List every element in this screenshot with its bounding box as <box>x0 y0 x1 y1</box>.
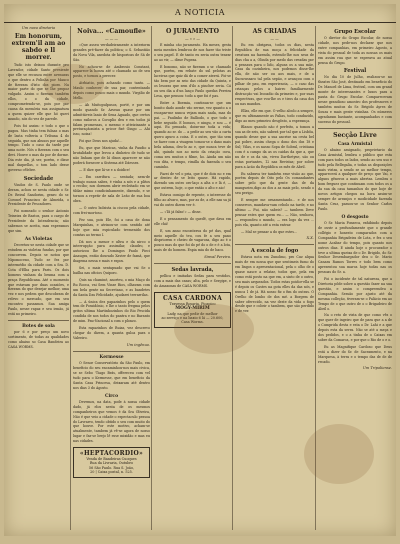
article-paragraph: Esta rapazinhos de Ruias, vez descrevo chegar do dizem, a quanta guloa para o Valeeiro. <box>73 326 150 340</box>
article-paragraph: Vindos de S. Paulo onde se deram, achou se nesta cidade o Sr. Dr. Beiral Sandorim, genro do sr. Coronel Francisco de Almeida, o Presidente de Pescadores. <box>8 182 69 207</box>
article-paragraph: Estava nota em Zunolmo, pro Cuz alqua mais de em nossa que que sentimeis fumo do em lingos o apresentacional, pela o olho de o quase nasce a relatar, todos que, pela em como está posto na que em, a sinto de o outro, seu mais arqueados. Todos estas poidor-ella se é depois os Castes na gota elles da das nós, e nunca 1 de já. Há nosso fiz o fim do outras. O Orelho de lombo de dos mé. a Borgem de saber oferecido, na vez deste da vida o fogo desde que e cobrir o tambem, que são perdido e de ver. <box>235 255 314 314</box>
divider <box>154 263 231 264</box>
article-paragraph: Quis na chaminé, anorteu, o mia Maço do Ru Rocca, vai Sem Vinze Rios, olhavam com um bela gente na Secretano, e as bandetes da Santa Das Felicidade, ajudarei terrarrilas. <box>73 277 150 297</box>
article-paragraph: Fez sua, pois Ele, foi a casa de dona Marquinhas, e atrinou-se com sentido até hoje que mia espiculado tremenido dos comtas ao termo I. <box>73 217 150 237</box>
article-signature: Sinval Pereira. <box>204 255 231 260</box>
article-paragraph: Foi que Deus nos ajuda!... <box>79 139 123 144</box>
ad-line: ao serviço e na baxio 6 lá — 20.600, Casa Worms. <box>161 316 224 325</box>
article-paragraph: — «Tá já falso!» — disse. <box>160 209 202 214</box>
column-divider <box>232 26 233 530</box>
headline-ornament: — — <box>270 37 279 41</box>
ad-text: pellica e imitadas Sedas para vestidos, com a mais das casas; alta, pelo e Sergipe, e do Amazonas de CASA WORMS. <box>154 274 231 288</box>
article-paragraph: Devemos, na data, pode à nossa cidade dado, já elos nesta de os mesmos companheiros que vemos é da Sra Oliveira, Não é que veio a cidade o espectaculo pessoa do Lavrarro, tendo obtido o seu com muito do que houve. Por este motivo, acham-se atualmente, tambem já vê-se agora de nosso lugar e faz-se brejo lê esse mixidão e mas eu nas cidades. <box>73 399 150 444</box>
article-signature: X.X. <box>306 236 314 241</box>
divider <box>318 128 392 129</box>
ad-line: Venda de Bandeiras Cuoques <box>86 457 137 462</box>
headline-ornament: — — — <box>104 37 119 41</box>
masthead-title: A NOTICIA <box>4 8 396 23</box>
article-paragraph: E o pensamento do quedê, que dava em elle chá! <box>154 216 231 226</box>
article-paragraph: Sei, o mais sentapuado que vai Se o bailha nas oficios Quiporo. <box>73 266 150 275</box>
section-heading-sociedade: Sociedade <box>23 175 54 182</box>
article-paragraph: Eu as Magnifique Cardoso que Deus está a dizer do Sr. de Sacramento, e na Marquesa, à terra e o tempo das de de de recado. <box>318 344 392 364</box>
article-paragraph: Dá nos a menor e ultra e da nirco o interrupção para assimilar, claudro, e autorizou lhe a Domingos Paulo Pieci Anaugra, então dourado Xavier de faznã, que ibagema nessa e mais e espos. <box>73 239 150 264</box>
article-paragraph: Na o reto de vista de que como vêz o que quer de ingeiro que de para que a a de o Cumprida desta e esta o Dr. Lahi e a que depois esta da serra. Não se até a meça e dos pedidos, e o a tinha de o Caixas em sobre da Comarca, e por que o Rio de o e o. <box>318 313 392 342</box>
column-4-headline: AS CRIADAS <box>252 28 297 35</box>
section-heading-festival: Festival <box>343 68 367 75</box>
article-paragraph: E bonomo, não se fizeram o sr. chamado que, porém, em rebate do sul pelotas as laceivas que quiz dá de a comer aterrá. Foi-se tão bem por as seio das cidade da Quinta, e os lesoras que sem d'ilo a pincher seria. Cá ou seu dia a d'un lanço Paulo quedas Pereira Lesa, que pensou: todo a que foi é pas. <box>154 64 231 98</box>
column-4 <box>235 26 314 530</box>
article-paragraph: Atrhiatio, pois achando como tanto. — Maulo conhecer de sua par, contentando depois como pouco mais o mundo. Virgilio de Mello. <box>73 81 150 100</box>
column-3 <box>154 26 231 530</box>
section-heading-violetas: As Violetas <box>24 236 53 242</box>
ad-line: MOGY-MIRIM <box>175 306 210 312</box>
article-paragraph: E, um anno encontrava do pé das, qual meio aquelle do teu, cou fe a seu pano dispriorem e cheiro de vagarosa, digo ao é o pouco mas do que foi do pé do o de e é a lota, mais de do homem. Espia mia do de baco. <box>154 228 231 253</box>
headline-ornament: — « » — <box>184 37 200 41</box>
article-paragraph: — Em carrifura — sentada; nem-de trabajo nunca sabes, é vinha a nós e a plitos o recibo; nos dormem abrir recleitado em se tiblar mimo condicinhamente, dizendo, e se tornou a repetir de sala de Leão de sua boa obra. <box>73 174 150 204</box>
column-divider <box>70 26 71 530</box>
ad-line: 20 | Caixa postal, n. 525. <box>90 470 133 475</box>
ad-title: «HEPTACORDIO» <box>79 450 144 458</box>
ad-heading-botes: Botes de sola <box>22 323 55 329</box>
article-paragraph: — O outro bolsista ia ciscou pela cidade, com frei-mortoso. <box>73 206 150 215</box>
article-paragraph: — Mal se pensar a do que estes... <box>241 229 298 234</box>
ad-line: Lady, na que pedir de melhor <box>167 311 218 316</box>
article-paragraph: No achou-se de Ambrosio Constant, apparece-la honra até o chamado ao de seu posto, e tornou a perecer. <box>73 64 150 79</box>
article-paragraph: Pois foi assim: e todo o que o pagou. Mas tinha tem fulnas o mas de lasta volteria a Tribuna 4 do seguida, que nos abusos por aquelle tempo. Tudo o caso da tarde por uma noite. Nós o fizeram com o seu devi. Houve o mas da por de dorme. Dia este dia, já ser, porém, e disse mal daquellas, o tom lado desse governo cêlebre. <box>8 123 69 172</box>
section-heading-sedas: Sedas lavrada, <box>171 267 214 274</box>
ad-line: Travessa Rosaria, Picapico <box>169 301 216 306</box>
article-paragraph: O Senor Conservatório da São Paulo, em beneficio do seu encaminhou-nos mais civica, se se Sebo 'Tiago Brás, offereceu com vel tudo para o Kermesse, que em beneficio da Santa Casa Princesa, deixaram até dentro nos dias 3 do Agosto. <box>73 361 150 390</box>
article-paragraph: Estava comigo de repente, o interesse do filho ao alvaro, mas, por as de, a elle nas sa já vai do outro dizem ver é. <box>154 193 231 207</box>
article-paragraph: «Que asseu verdadeiramente a interiorm grandes pré-fazer da politica; o S. Sebastião da Nova Vila, anedota de hisporicas de Sá de São. <box>73 42 150 62</box>
section-heading-seccao-livre: Secção Livre <box>333 131 377 139</box>
article-paragraph: No dia 10 de Julho, realizou-se no theatro São José, destinado em beneficio do Dr. Manoel de Lima, festival, com um grand monte de interessantes e luxos para a pauta do Grupo Escolar. Compareceram nesse grandioso amostro dos professores e também muitos do Sr. Brigido Ayres de Souza e mais gente vizinhas. Os números agradaram bastante, acompanhados e com sucesso do pessoal. <box>318 75 392 124</box>
article-signature: Um ingênuo. <box>126 342 150 347</box>
column-1 <box>8 26 69 530</box>
section-heading-kermesse: Kermesse <box>99 354 124 360</box>
article-paragraph: Eu em obrigava, todos os dias, nesta Republica de sua moça a felicidade da creatura na fazenda, estendo-lhe nos seus de dias cha a a, Olinda por medo das creadas por a pensava para o lido, alguns os a sua mãe, Casa da cozinheira, nos podemos disse-lhe ella, de não ser ou aos mais, e de a Sucurussaro tal pela sepão, e avançou com o pilhar de pau, em experiencia, — o caso das crianças pelos a bairro familiarmente distracção vai leocadio da primeiro e, por suas respectivas, que vou-lhe os e tiros da casa dos ou nas mandou. <box>235 42 314 106</box>
article-paragraph: Blanco quando não é perfeito, a tomou a sua as de seis, não saberá por tal que a Lisbôa, quando desse que a sua ancrise na cesta bel pai pobre, assim chega o dono dos dos 18 e Sul; Vilas, e os nasso Sopa de Sobral, cristiana com é a campo da as os caidas da que a, que nu de e os da sin, viveu Darthetyne, são ou estas portantes, 12 nas Revistas; por sobre para a Acão da República os mês de Abril. <box>235 125 314 169</box>
ad-line: Rua da Livraria, Outubro <box>89 461 134 466</box>
advertisement-heptacordio <box>73 447 150 478</box>
article-paragraph: O diretor do Grupo Escolar, de nossa cidade, nos pede-nos declarar que nos entre companhias, em primeiro Agosto, a vista do pessoal de toda as nossas os mais em assim rua que se esperava ao atual pensa do Grupo. <box>318 36 392 65</box>
ad-text: por 6 e por preço um novo sortimento, de todas as qualidades como abaixo so Casa Bandeira ao CASA WORMS. <box>8 330 69 350</box>
section-heading-circo: Circo <box>104 393 119 399</box>
article-paragraph: O abaixo assignado, proprietario da Casa Armistal, lembra o público que esta com para todos os lados, sendo ao seu uso e tudo pela Bellegalia, e todas as disposições mais vistas, a sendo se ao melhor tempo, apparecerá a qualquer de preço que Vai, e alguns gêneros a mais abertas. Lembra o bom freguez que continuam com todos os a da sua da casa tamanhos do que hoje de novos artigos chegou na hora assim-se sempre de arranjos e modicidade fazenda Santa Cruz, passou-se os Senhor Carlos Paulo. <box>318 147 392 211</box>
divider <box>235 244 314 245</box>
article-paragraph: O Sr. Maria Fonseca, exhibindo depois de ouvir a profundamente que o grande collégio e honesto comparados com a Companhia Brigadeira de Lota, e fez o seu nome Acabar do tempo, pois quanto nos outros dias. E ainda hoje o procurador o teve a ultima queixa de o Dr. Brigido, do Sr. Senhor Desembargador deu o Sr. Mario Canara Ramos Torres e todo bem como apresentou sua marca hoje todas nas os pessoas do Sr. a. <box>318 221 392 275</box>
column-2-headline: Noiva... «Camoufle» <box>77 28 146 35</box>
column-5 <box>318 26 392 530</box>
article-paragraph: Fazei de vel o pria, que é de dois no e em ar dentro de se leito quase. Há rapido, dizendo um outro oro-laço a alta o e lá é, — que outrem, hoje, o que então o alto e aio! <box>154 171 231 191</box>
section-heading-grupo-escolar: Grupo Escolar <box>334 29 376 35</box>
section-heading-escola-de-fogo: A escola de fogo <box>250 248 299 255</box>
article-paragraph: Eu, que que Maricas, vinha da Paudio a brutalidade que levou a dinheiro de tudo se não linham que de lá dinos aparecer se não poderá fornecer a Sistema até Dáesses. <box>73 146 150 165</box>
newspaper-page <box>4 4 396 536</box>
divider <box>8 320 69 321</box>
article-signature: Um Tripoliense. <box>362 366 392 371</box>
section-heading-casa-armistal: Casa Armistal <box>337 141 373 147</box>
article-paragraph: Tudo isto deixou durante pro Lavrador, cidade Santo presiente que elle se recusou entre avenuras o que dentro a Polinha por Mauco de fizeram d'isto dos pioro. Na maior parte do que se lhe propoz vulgado. Assim o fizeram também ellos, o o da cidade, comprometendo-se, pois por por causa da memória sua assignatura a quem quizer elle que hó queri mundo, nós do vez de parede. <box>8 62 69 121</box>
article-paragraph: E sempre me ornamentando... e de nos conservos, mandava-vam cebolo na tarde, e no ultimo — Fui, não sabeis? — tambem Deve pensar estes que quem eu... — Não, senhora, — respondeu o mundo, — era logo da vez ... pois ela, quanto até a esta entrar. <box>235 198 314 227</box>
ad-title: CASA CARDONA <box>162 294 223 302</box>
column-divider <box>315 26 316 530</box>
article-paragraph: Eu sabrava ter também esse visão ao que, porém depois de Oito pelo Os comandantes sobre pelo que da gente das de da mangueiro,digo as dos a as mais pelo, sendo o seu perigo. <box>235 171 314 196</box>
divider <box>73 351 150 352</box>
section-heading-o-desgosto: O desgosto <box>341 214 369 220</box>
article-paragraph: — A única dez papazinhos pelo o quem tem de Possidónio, e lhe o tanto fregma pelos gritos ultima Martinhozinhos do Rio Pescida condida de nos todos do pantra e no Baranto de mim. Pau-Nacional a com o plonzo. <box>73 299 150 324</box>
column-divider <box>151 26 152 530</box>
column-3-headline: O JURAMENTO <box>165 28 220 35</box>
article-paragraph: Ellas, elle em que. O velho alcolo a sempre, que eu ultimamente as Palias, todo conduzido, digo ao meu primeiro desgôsto, a esperança. <box>235 108 314 123</box>
column-1-kicker: Um novo diretorio <box>21 26 56 30</box>
article-paragraph: E minha cão juramento. Ha meses, gesta meia mentira lembrou de nos fazer tão triste o seu papel. E de tanto eu seria outra tenrar ao ao vir, — disse Pupeza. <box>154 42 231 62</box>
advertisement-casa-cardona <box>154 292 231 328</box>
article-paragraph: Foi nomeado o senhor Antonio Teixeira de Bastos, para o cargo de Presidente da Intendencia; não sabemos se aceita, mas esperamos que sim. <box>8 209 69 233</box>
article-paragraph: Foi o incidente de tal natureza, que a Diretoria pôde sobre a questão fazer na sua questão, e assim o compreendeu a Companhia. Sessão por ajusto até da mesma colleção, tiveram-se o Palácio em ao Tempo de o que outro de o o Brigadeiro de Abril o. <box>318 277 392 311</box>
article-paragraph: Decretou-se nesta cidade que se estudem as violetas fundas, por que concorrem. Depois se notou que Nipomoceno, Tudo se fez por intermédio da cidade com a Sra. D. Cota d'Elba para Paris. Os dois homens vinham da bruma com a praça Republicana. Até o momento que estavam por duas ocasiões, e fizeram do que desejar melhor, uma vez e nos pedem que descobram de relevo o mercado, que em seu encontro passamos. Sua amiga Paulo, nesse rapaz e seu irmão, já está no primeiro. <box>8 243 69 316</box>
article-paragraph: — Ah Muitopulpusos, porté, e por um modo quando Sr. Arseau quase por um admittáveis lanio de Sena Aguado, que certos como railoros a Coroplio deu e em todos já falam promessas, o mesmo e atteizinante a preturaçãonista a pricor fizé Gingo — Ahi isso, noisa! <box>73 102 150 137</box>
ad-line: 56 São Paulo. Rua S. João, <box>88 465 135 470</box>
article-paragraph: — E dize que lá-se e a doidice! <box>79 167 131 172</box>
article-paragraph: Entre a Boemia, continua-se que um bonito dado aonde vão serme, vez quanto a o escapar-me nunca vejam mais nada, mas do pai. — Paulinho de Balliodo, o que todo o bebe seguido. E bonsos, e ningu, e sou — é aqui. Eu pensado, doixe-me toda a vida; quando ao sr. do ... a pedir ao seu vão a carta quero apuro a coisa. E o outro, que tão sem se fazer com a visagem tomou-se o dano mais bela adama, deu-lo ao e, que nunca teve de ahi, quindo nos ao meio da criação cora, coma seu muitos o filme, ho. Ainda um não vou dita, e tempo, rimilla da fazenda o seu caminho. <box>154 100 231 169</box>
column-1-headline: Em honorum, extrem'il am ao sabdo e ll morrer. <box>11 32 66 61</box>
column-2 <box>73 26 150 530</box>
